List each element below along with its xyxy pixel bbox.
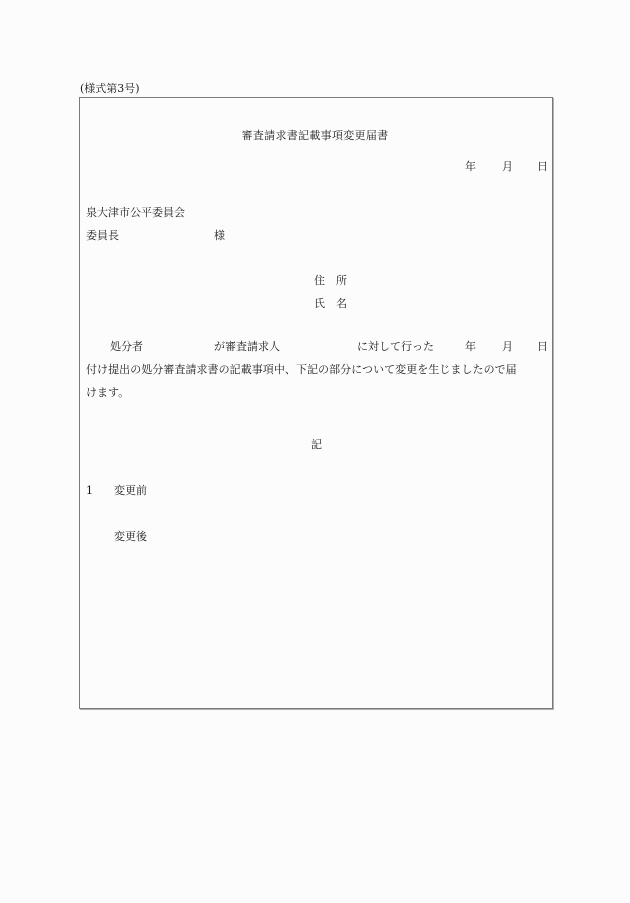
body-action: に対して行った — [357, 340, 434, 353]
name-label-1: 氏 — [314, 297, 325, 310]
item-number: 1 — [86, 484, 93, 497]
body-month: 月 — [502, 340, 513, 353]
address-label-1: 住 — [314, 274, 325, 287]
body-line-2: 付け提出の処分審査請求書の記載事項中、下記の部分について変更を生じましたので届 — [86, 363, 517, 376]
body-line-3: けます。 — [86, 386, 130, 399]
body-year: 年 — [465, 340, 476, 353]
date-year-label: 年 — [465, 160, 476, 173]
body-requester: が審査請求人 — [214, 340, 280, 353]
body-disposer: 処分者 — [110, 340, 143, 353]
item-after-label: 変更後 — [114, 530, 147, 543]
body-day: 日 — [537, 340, 548, 353]
addressee-organization: 泉大津市公平委員会 — [86, 206, 185, 219]
date-month-label: 月 — [502, 160, 513, 173]
form-number: (様式第3号) — [80, 82, 140, 95]
address-label-2: 所 — [336, 274, 347, 287]
document-title: 審査請求書記載事項変更届書 — [241, 129, 389, 142]
name-label-2: 名 — [336, 297, 347, 310]
addressee-title: 委員長 — [86, 229, 119, 242]
ki-heading: 記 — [311, 438, 322, 451]
form-frame — [79, 97, 553, 709]
addressee-honorific: 様 — [214, 229, 225, 242]
item-before-label: 変更前 — [114, 484, 147, 497]
date-day-label: 日 — [537, 160, 548, 173]
